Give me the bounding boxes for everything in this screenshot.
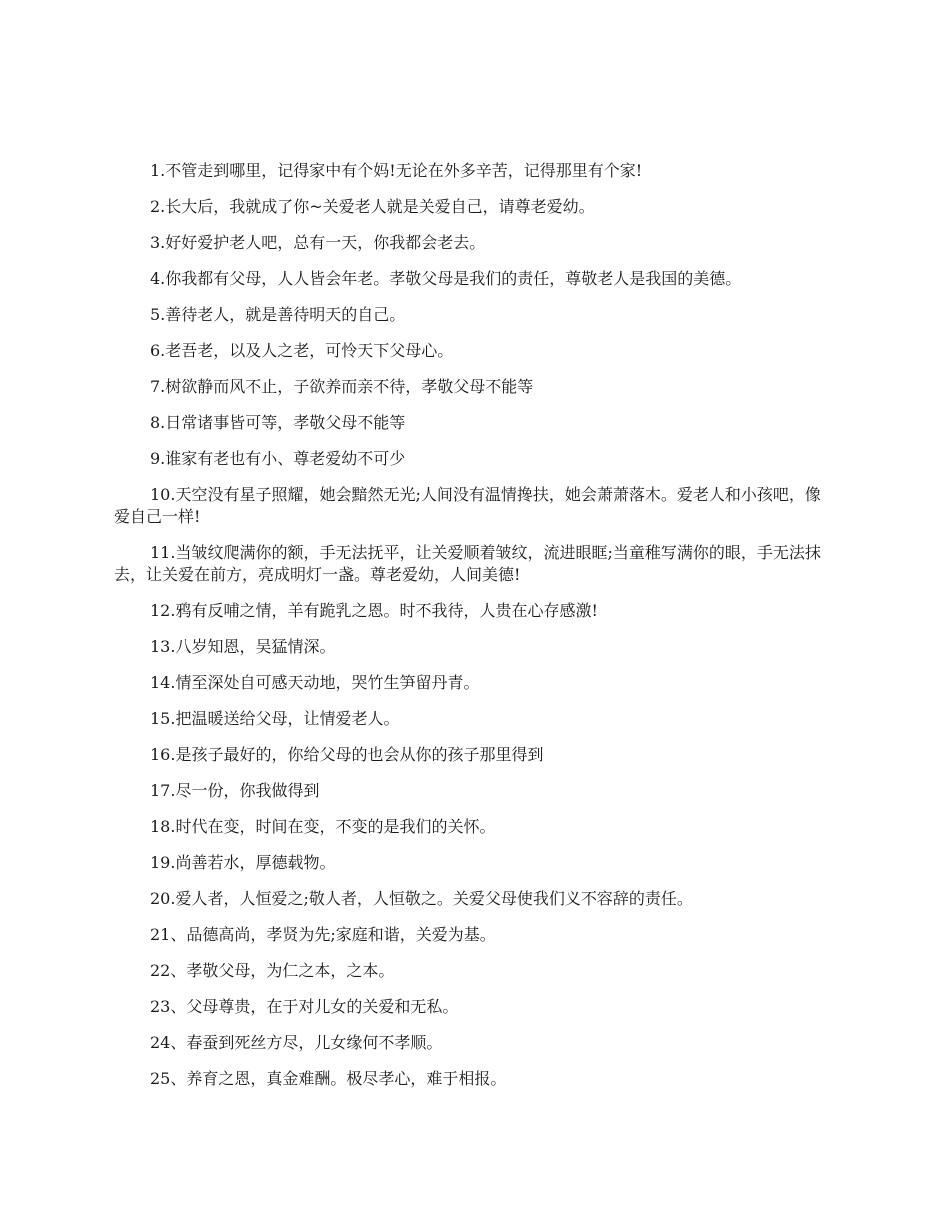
- paragraph-7: 7.树欲静而风不止，子欲养而亲不待，孝敬父母不能等: [150, 377, 534, 396]
- paragraph-21: 21、品德高尚，孝贤为先;家庭和谐，关爱为基。: [150, 925, 496, 944]
- paragraph-15: 15.把温暖送给父母，让情爱老人。: [150, 709, 400, 728]
- paragraph-20: 20.爱人者，人恒爱之;敬人者，人恒敬之。关爱父母使我们义不容辞的责任。: [150, 889, 693, 908]
- paragraph-18: 18.时代在变，时间在变，不变的是我们的关怀。: [150, 817, 496, 836]
- paragraph-6: 6.老吾老，以及人之老，可怜天下父母心。: [150, 341, 454, 360]
- paragraph-19: 19.尚善若水，厚德载物。: [150, 853, 336, 872]
- paragraph-16: 16.是孩子最好的，你给父母的也会从你的孩子那里得到: [150, 745, 544, 764]
- paragraph-4: 4.你我都有父母，人人皆会年老。孝敬父母是我们的责任，尊敬老人是我国的美德。: [150, 269, 742, 288]
- paragraph-2: 2.长大后，我就成了你~关爱老人就是关爱自己，请尊老爱幼。: [150, 197, 595, 216]
- paragraph-17: 17.尽一份，你我做得到: [150, 781, 320, 800]
- paragraph-5: 5.善待老人，就是善待明天的自己。: [150, 305, 406, 324]
- paragraph-8: 8.日常诸事皆可等，孝敬父母不能等: [150, 413, 406, 432]
- paragraph-12: 12.鸦有反哺之情，羊有跪乳之恩。时不我待，人贵在心存感激!: [150, 601, 598, 620]
- paragraph-13: 13.八岁知恩，吴猛情深。: [150, 637, 336, 656]
- document-page: [114, 160, 834, 1104]
- paragraph-23: 23、父母尊贵，在于对儿女的关爱和无私。: [150, 997, 459, 1016]
- paragraph-10: 10.天空没有星子照耀，她会黯然无光;人间没有温情搀扶，她会萧萧落木。爱老人和小孩吧，像爱自己一样!: [114, 485, 821, 526]
- paragraph-3: 3.好好爱护老人吧，总有一天，你我都会老去。: [150, 233, 486, 252]
- paragraph-9: 9.谁家有老也有小、尊老爱幼不可少: [150, 449, 406, 468]
- paragraph-11: 11.当皱纹爬满你的额，手无法抚平，让关爱顺着皱纹，流进眼眶;当童稚写满你的眼，手无法抹去，让关爱在前方，亮成明灯一盏。尊老爱幼，人间美德!: [114, 543, 821, 584]
- paragraph-25: 25、养育之恩，真金难酬。极尽孝心，难于相报。: [150, 1069, 507, 1088]
- paragraph-22: 22、孝敬父母，为仁之本，之本。: [150, 961, 395, 980]
- paragraph-24: 24、春蚕到死丝方尽，儿女缘何不孝顺。: [150, 1033, 443, 1052]
- paragraph-14: 14.情至深处自可感天动地，哭竹生笋留丹青。: [150, 673, 480, 692]
- paragraph-1: 1.不管走到哪里，记得家中有个妈!无论在外多辛苦，记得那里有个家!: [150, 161, 643, 180]
